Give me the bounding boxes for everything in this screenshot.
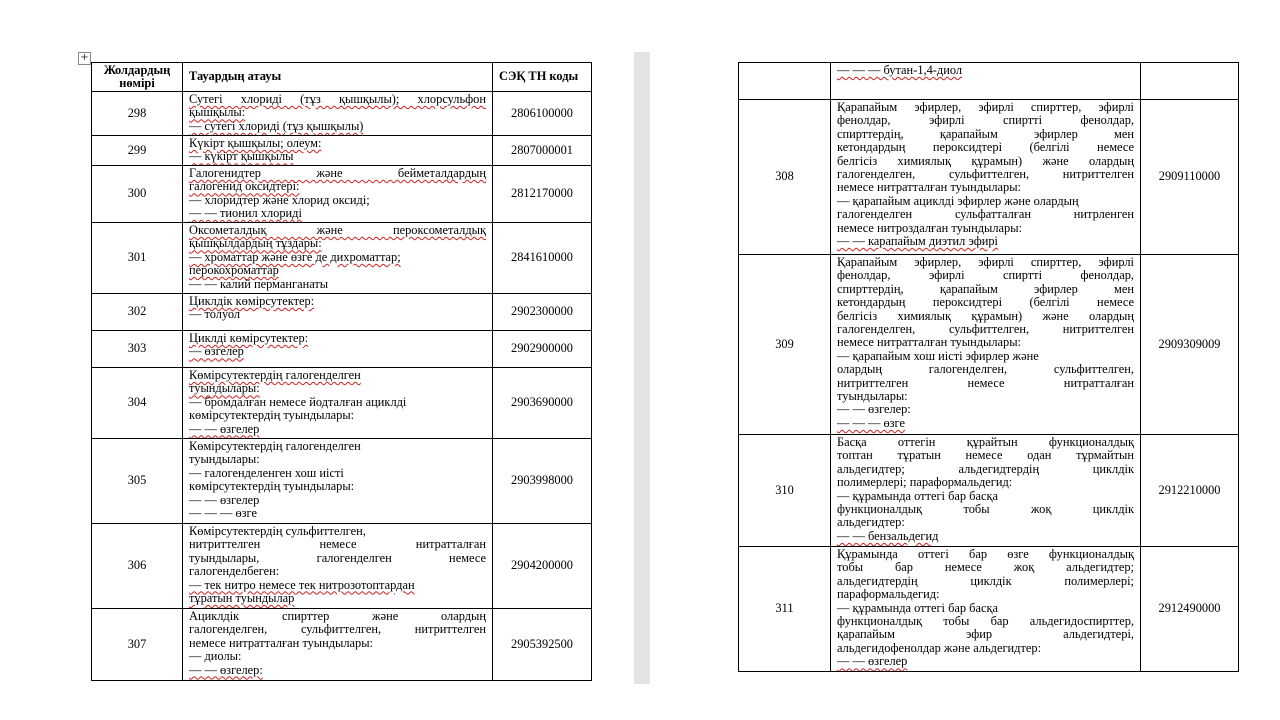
goods-name-line: — — тионил хлориді: [189, 206, 302, 221]
goods-table-right: [738, 62, 1239, 672]
table-row: [739, 547, 1239, 672]
goods-name-cell: [831, 435, 1141, 547]
goods-name-line: полимерлері; параформальдегид:: [837, 475, 1013, 490]
row-number: 308: [739, 100, 831, 255]
goods-name-line: альдегидтер:: [837, 515, 905, 530]
goods-name-cell: [183, 368, 493, 439]
tnved-code-cell: 2807000001: [493, 136, 592, 166]
tnved-code-cell: 2841610000: [493, 223, 592, 294]
goods-name-line: Көмірсутектердің галогенделген: [189, 368, 361, 382]
goods-name-line: қарапайым эфир альдегидтері,: [837, 627, 1134, 642]
tnved-code-cell: 2904200000: [493, 524, 592, 609]
goods-name-cell: [183, 136, 493, 166]
row-number: 304: [92, 368, 183, 439]
goods-name-line: — өзгелер: [189, 344, 244, 359]
goods-name-line: — — — өзге: [837, 415, 905, 430]
goods-name-line: нитриттелген немесе нитратталған: [837, 375, 1134, 390]
goods-name-line: — — өзгелер: [189, 492, 260, 507]
goods-name-line: — бромдалған немесе йодталған ациклді: [189, 394, 407, 409]
goods-name-line: Циклді көмірсутектер:: [189, 331, 309, 345]
goods-name-line: — — бензальдегид: [837, 528, 939, 543]
goods-name-line: Оксометалдық және пероксометалдық: [189, 223, 486, 237]
table-row: [92, 136, 592, 166]
goods-name-line: альдегидтердің циклдік полимерлері;: [837, 573, 1134, 588]
goods-name-line: фенолдар, эфирлі спиртті фенолдар,: [837, 268, 1134, 283]
goods-name-line: Басқа оттегін құрайтын функционалдық: [837, 435, 1134, 449]
goods-name-cell: [183, 439, 493, 524]
row-number: 306: [92, 524, 183, 609]
goods-name-line: — — өзгелер:: [837, 402, 911, 417]
goods-name-line: топтан тұратын немесе одан тұрмайтын: [837, 448, 1134, 463]
goods-name-line: немесе нитратталған туындылары:: [837, 335, 1021, 350]
row-number: 302: [92, 294, 183, 331]
goods-name-line: — — өзгелер:: [189, 662, 263, 677]
goods-name-line: — толуол: [189, 307, 241, 322]
tnved-code-cell: 2905392500: [493, 609, 592, 681]
goods-name-line: спирттердің, қарапайым эфирлер мен: [837, 281, 1134, 296]
goods-name-cell: [183, 609, 493, 681]
goods-name-cell: [831, 100, 1141, 255]
header-tnved-code: СЭҚ ТН коды: [493, 63, 592, 92]
goods-name-line: функционалдық тобы жоқ циклдік: [837, 502, 1134, 517]
table-row: [92, 331, 592, 368]
page-gutter: [634, 52, 650, 684]
table-row: [92, 92, 592, 136]
table-row: [739, 435, 1239, 547]
goods-name-line: галогенделген сульфатталған нитрленген: [837, 207, 1134, 222]
goods-name-line: — — — өзге: [189, 506, 257, 521]
goods-name-line: галогенделбеген:: [189, 564, 280, 579]
goods-name-line: — қарапайым ациклді эфирлер және олардың: [837, 193, 1079, 208]
goods-name-line: — құрамында оттегі бар басқа: [837, 600, 998, 615]
goods-name-cell: [183, 294, 493, 331]
goods-name-line: көмірсутектердің туындылары:: [189, 408, 355, 423]
header-row-number-part: нөмірі: [119, 76, 155, 90]
tnved-code-cell: 2902900000: [493, 331, 592, 368]
goods-name-line: туындылары, галогенделген немесе: [189, 550, 486, 565]
table-row: [92, 368, 592, 439]
tnved-code-cell: 2903998000: [493, 439, 592, 524]
goods-name-line: туындылары:: [189, 381, 260, 396]
goods-name-line: — құрамында оттегі бар басқа: [837, 488, 998, 503]
goods-name-line: — — өзгелер: [189, 421, 260, 436]
goods-name-line: — хроматтар және өзге де дихроматтар;: [189, 249, 401, 264]
row-number: 307: [92, 609, 183, 681]
tnved-code-cell: [1141, 63, 1239, 100]
header-row-number: [92, 63, 183, 92]
row-number: 305: [92, 439, 183, 524]
row-number: [739, 63, 831, 100]
goods-name-line: туындылары:: [189, 452, 260, 467]
goods-name-line: галогенид оксидтері:: [189, 179, 300, 194]
goods-name-line: — — карапайым диэтил эфирі: [837, 234, 998, 249]
goods-name-line: Циклдік көмірсутектер:: [189, 294, 315, 308]
goods-name-line: функционалдық тобы бар альдегидоспирттер,: [837, 614, 1134, 629]
row-number: 311: [739, 547, 831, 672]
table-row: [92, 609, 592, 681]
goods-name-cell: [183, 92, 493, 136]
header-row-number-part: Жолдардың: [103, 63, 171, 78]
goods-name-line: Сутегі хлориді (тұз қышқылы); хлорсульфон: [189, 92, 486, 106]
goods-name-line: туындылары:: [837, 389, 908, 404]
goods-name-line: белгісіз химиялық құрамын) және олардың: [837, 153, 1134, 168]
goods-name-line: Көмірсутектердің сульфиттелген,: [189, 524, 366, 538]
goods-name-cell: [831, 255, 1141, 435]
table-row: [739, 255, 1239, 435]
goods-name-line: — қарапайым хош иісті эфирлер және: [837, 348, 1039, 363]
goods-name-line: нитриттелген немесе нитратталған: [189, 537, 486, 552]
goods-name-line: — — калий перманганаты: [189, 276, 329, 291]
goods-name-line: Қарапайым эфирлер, эфирлі спирттер, эфирлі: [837, 100, 1134, 114]
goods-name-cell: [183, 223, 493, 294]
goods-name-cell: [183, 331, 493, 368]
tnved-code-cell: 2812170000: [493, 166, 592, 223]
goods-name-cell: [831, 547, 1141, 672]
goods-name-line: Ациклдік спирттер және олардың: [189, 609, 486, 623]
goods-name-line: Галогенидтер және бейметалдардың: [189, 166, 486, 180]
table-row: [92, 524, 592, 609]
tnved-code-cell: 2902300000: [493, 294, 592, 331]
table-row: [92, 166, 592, 223]
row-number: 303: [92, 331, 183, 368]
goods-name-line: қышқылдардың тұздары:: [189, 236, 322, 251]
goods-name-line: Көмірсутектердің галогенделген: [189, 439, 361, 453]
goods-name-line: галогенделген, сульфиттелген, нитриттелген: [837, 167, 1134, 182]
goods-name-line: — — — бутан-1,4-диол: [837, 63, 963, 77]
goods-name-line: — — өзгелер: [837, 654, 908, 669]
goods-name-line: немесе нитратталған туындылары:: [189, 635, 373, 650]
row-number: 301: [92, 223, 183, 294]
goods-name-line: — хлоридтер және хлорид оксиді;: [189, 192, 370, 207]
goods-name-line: спирттердің, қарапайым эфирлер мен: [837, 126, 1134, 141]
table-row: [739, 63, 1239, 100]
goods-name-line: белгісіз химиялық құрамын) және олардың: [837, 308, 1134, 323]
goods-name-line: тобы бар немесе жоқ альдегидтер;: [837, 560, 1134, 575]
goods-name-line: фенолдар, эфирлі спиртті фенолдар,: [837, 113, 1134, 128]
goods-name-line: немесе нитроздалған туындылары:: [837, 220, 1023, 235]
goods-name-cell: [831, 63, 1141, 100]
goods-name-line: қышқылы:: [189, 105, 246, 120]
row-number: 299: [92, 136, 183, 166]
goods-name-line: галогенделген, сульфиттелген, нитриттелген: [837, 322, 1134, 337]
goods-name-line: Құрамында оттегі бар өзге функционалдық: [837, 547, 1134, 561]
row-number: 309: [739, 255, 831, 435]
goods-name-line: немесе нитратталған туындылары:: [837, 180, 1021, 195]
goods-name-cell: [183, 524, 493, 609]
goods-name-line: — сутегі хлориді (тұз қышқылы): [189, 118, 364, 133]
table-row: [92, 439, 592, 524]
goods-name-line: — диолы:: [189, 649, 242, 664]
table-move-handle-icon[interactable]: +: [78, 52, 91, 65]
goods-name-line: тұратын туындылар: [189, 591, 295, 606]
goods-name-line: альдегидтер; альдегидтердің циклдік: [837, 461, 1134, 476]
table-row: [92, 294, 592, 331]
table-row: [739, 100, 1239, 255]
tnved-code-cell: 2806100000: [493, 92, 592, 136]
goods-name-line: — галогенделенген хош иісті: [189, 465, 344, 480]
goods-name-line: олардың галогенделген, сульфиттелген,: [837, 362, 1134, 377]
goods-name-line: — тек нитро немесе тек нитрозотоптардан: [189, 577, 415, 592]
goods-name-line: кетондардың пероксидтері (белгілі немесе: [837, 295, 1134, 310]
goods-name-line: параформальдегид:: [837, 587, 940, 602]
goods-name-line: Күкірт қышқылы; олеум:: [189, 136, 322, 150]
row-number: 298: [92, 92, 183, 136]
goods-name-cell: [183, 166, 493, 223]
goods-name-line: перокохроматтар: [189, 263, 279, 278]
goods-name-line: альдегидофенолдар және альдегидтер:: [837, 640, 1042, 655]
row-number: 310: [739, 435, 831, 547]
header-goods-name: Тауардың атауы: [183, 63, 493, 92]
tnved-code-cell: 2912490000: [1141, 547, 1239, 672]
goods-name-line: көмірсутектердің туындылары:: [189, 479, 355, 494]
goods-name-line: — күкірт қышқылы: [189, 149, 294, 164]
goods-name-line: Қарапайым эфирлер, эфирлі спирттер, эфирлі: [837, 255, 1134, 269]
tnved-code-cell: 2903690000: [493, 368, 592, 439]
goods-table-left: [91, 62, 592, 681]
goods-name-line: кетондардың пероксидтері (белгілі немесе: [837, 140, 1134, 155]
goods-name-line: галогенделген, сульфиттелген, нитриттелген: [189, 622, 486, 637]
table-row: [92, 223, 592, 294]
tnved-code-cell: 2909309009: [1141, 255, 1239, 435]
table-header-row: [92, 63, 592, 92]
tnved-code-cell: 2912210000: [1141, 435, 1239, 547]
row-number: 300: [92, 166, 183, 223]
tnved-code-cell: 2909110000: [1141, 100, 1239, 255]
